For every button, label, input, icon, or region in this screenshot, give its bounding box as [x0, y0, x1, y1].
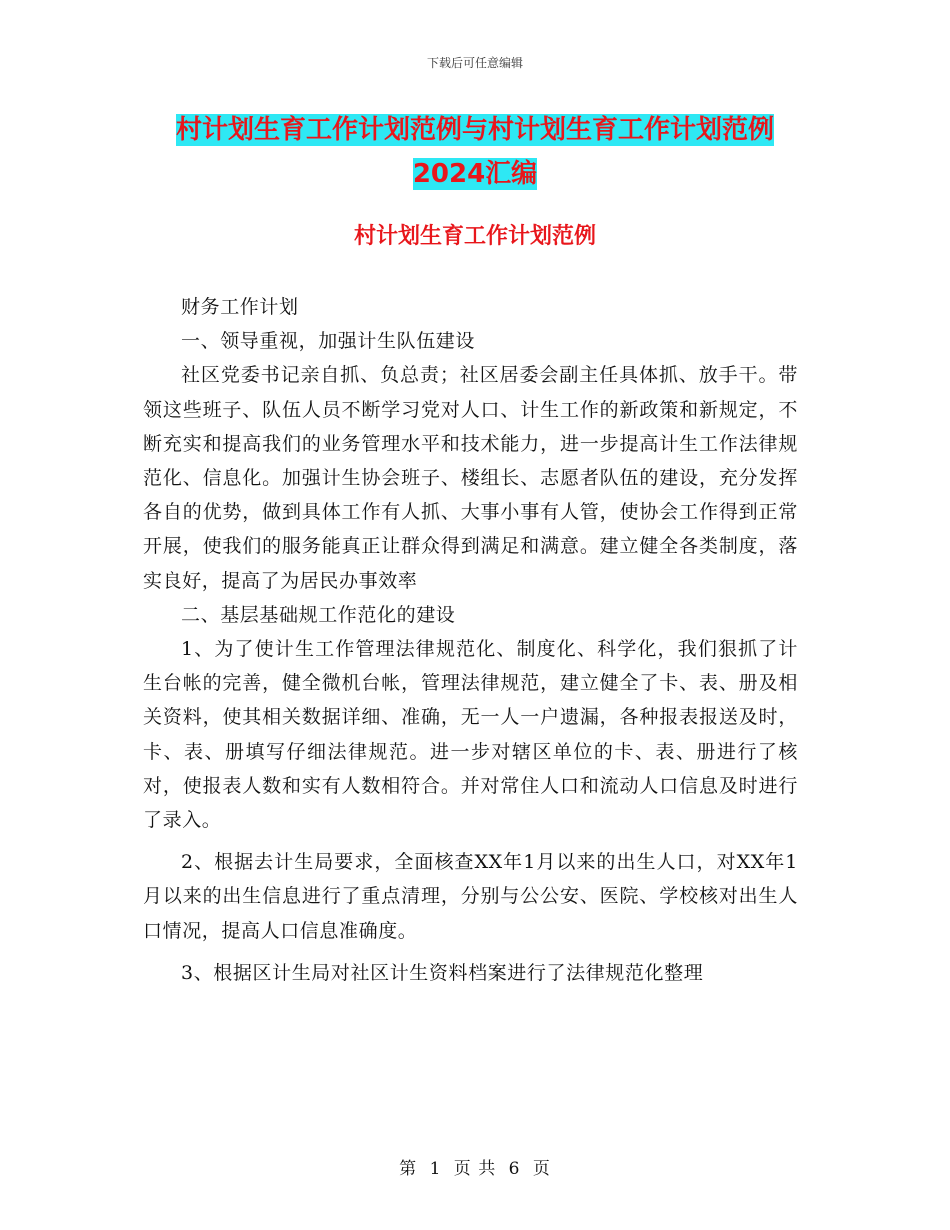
paragraph-item-2: 2、根据去计生局要求，全面核查XX年1月以来的出生人口，对XX年1月以来的出生信息进行了重点清理，分别与公公安、医院、学校核对出生人口情况，提高人口信息准确度。 [143, 851, 798, 942]
page-footer [0, 1154, 950, 1179]
footer-current-page: 1 [429, 1159, 442, 1179]
footer-total-pages: 6 [508, 1159, 521, 1179]
document-body [143, 290, 798, 990]
paragraph-item-1: 1、为了使计生工作管理法律规范化、制度化、科学化，我们狠抓了计生台帐的完善，健全微机台帐，管理法律规范，建立健全了卡、表、册及相关资料，使其相关数据详细、准确，无一人一户遗漏，各种报表报送及时，卡、表、册填写仔细法律规范。进一步对辖区单位的卡、表、册进行了核对，使报表人数和实有人数相符合。并对常住人口和流动人口信息及时进行了录入。 [143, 638, 798, 832]
document-title-line-2: 2024汇编 [412, 159, 538, 189]
paragraph-leadership: 社区党委书记亲自抓、负总责；社区居委会副主任具体抓、放手干。带领这些班子、队伍人员不断学习党对人口、计生工作的新政策和新规定，不断充实和提高我们的业务管理水平和技术能力，进一步提高计生工作法律规范化、信息化。加强计生协会班子、楼组长、志愿者队伍的建设，充分发挥各自的优势，做到具体工作有人抓、大事小事有人管，使协会工作得到正常开展，使我们的服务能真正让群众得到满足和满意。建立健全各类制度，落实良好，提高了为居民办事效率 [143, 364, 798, 592]
footer-middle: 页 共 [453, 1159, 497, 1179]
page-header-note: 下载后可任意编辑 [426, 56, 523, 70]
document-title [130, 108, 820, 196]
footer-suffix: 页 [532, 1159, 551, 1179]
document-title-line-1: 村计划生育工作计划范例与村计划生育工作计划范例 [175, 115, 774, 145]
paragraph-item-3: 3、根据区计生局对社区计生资料档案进行了法律规范化整理 [181, 961, 704, 984]
heading-leadership: 一、领导重视，加强计生队伍建设 [181, 330, 476, 353]
paragraph-finance-plan: 财务工作计划 [181, 296, 299, 318]
heading-grassroots: 二、基层基础规工作范化的建设 [181, 603, 456, 626]
footer-prefix: 第 [399, 1159, 418, 1179]
section-title: 村计划生育工作计划范例 [353, 224, 596, 249]
